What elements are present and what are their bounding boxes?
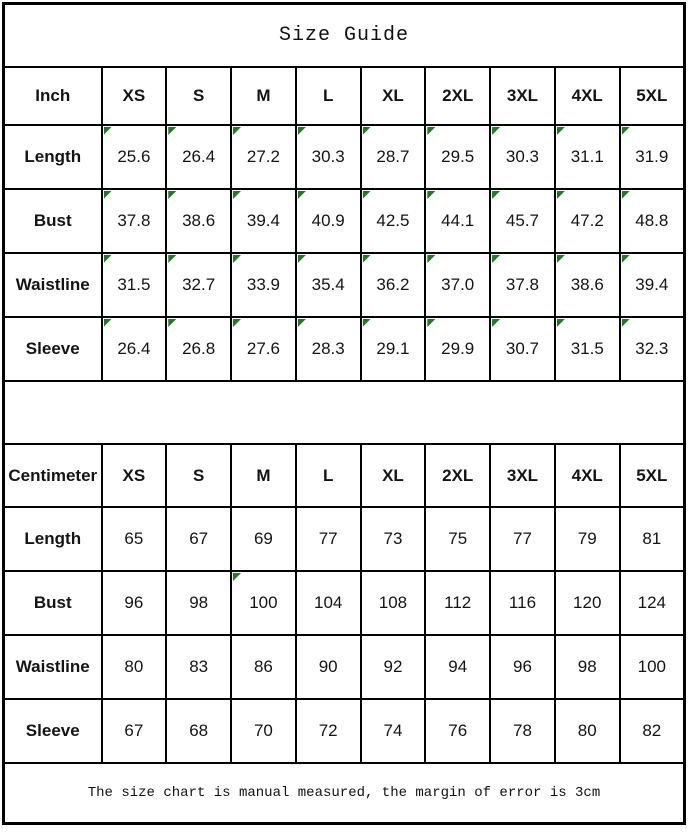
size-value-cell xyxy=(490,507,555,571)
cell-corner-flag-icon xyxy=(557,319,565,327)
size-value: 67 xyxy=(189,529,209,548)
size-value: 37.8 xyxy=(117,211,151,230)
size-value-cell xyxy=(425,699,490,763)
size-guide-table xyxy=(2,2,686,825)
cell-corner-flag-icon xyxy=(104,191,112,199)
cell-corner-flag-icon xyxy=(492,319,500,327)
size-value-cell xyxy=(490,571,555,635)
size-header-row xyxy=(4,444,685,507)
cell-corner-flag-icon xyxy=(363,319,371,327)
size-value: 39.4 xyxy=(246,211,280,230)
size-value-cell xyxy=(490,125,555,189)
size-value: 33.9 xyxy=(246,275,280,294)
size-value-cell xyxy=(102,635,167,699)
size-value: 96 xyxy=(513,657,532,676)
cell-corner-flag-icon xyxy=(104,319,112,327)
measure-label-cell: Sleeve xyxy=(4,317,102,381)
size-value: 120 xyxy=(573,593,602,612)
unit-header-cell: Centimeter xyxy=(4,444,102,507)
size-value-cell xyxy=(296,699,361,763)
size-value: 92 xyxy=(383,657,403,676)
size-value: 68 xyxy=(189,721,209,740)
measure-label-cell: Length xyxy=(4,125,102,189)
size-value-cell xyxy=(361,699,426,763)
size-value: 29.5 xyxy=(441,147,475,166)
size-value-cell xyxy=(166,189,231,253)
size-value-cell xyxy=(620,253,685,317)
table-row xyxy=(4,189,685,253)
table-row xyxy=(4,507,685,571)
size-value-cell xyxy=(425,189,490,253)
size-value: 67 xyxy=(124,721,144,740)
size-value: 72 xyxy=(318,721,338,740)
size-header-cell: M xyxy=(231,67,296,125)
size-header-cell: M xyxy=(231,444,296,507)
size-header-cell: 2XL xyxy=(425,67,490,125)
size-guide-body xyxy=(4,4,685,824)
size-value: 116 xyxy=(508,593,537,612)
size-header-cell: L xyxy=(296,444,361,507)
cell-corner-flag-icon xyxy=(427,127,435,135)
size-value: 100 xyxy=(249,593,278,612)
size-value-cell xyxy=(620,189,685,253)
size-value: 76 xyxy=(448,721,468,740)
size-value-cell xyxy=(231,125,296,189)
size-value: 30.3 xyxy=(505,147,540,166)
cell-corner-flag-icon xyxy=(622,319,630,327)
size-value-cell xyxy=(555,189,620,253)
size-value: 83 xyxy=(189,657,209,676)
cell-corner-flag-icon xyxy=(427,319,435,327)
size-value: 44.1 xyxy=(441,211,475,230)
size-value: 80 xyxy=(124,657,144,676)
size-value-cell xyxy=(555,507,620,571)
table-row xyxy=(4,699,685,763)
size-value-cell xyxy=(555,699,620,763)
cell-corner-flag-icon xyxy=(622,191,630,199)
size-value: 74 xyxy=(383,721,403,740)
size-value: 96 xyxy=(124,593,144,612)
cell-corner-flag-icon xyxy=(233,573,241,581)
unit-header-cell: Inch xyxy=(4,67,102,125)
cell-corner-flag-icon xyxy=(427,191,435,199)
table-row xyxy=(4,125,685,189)
size-value-cell xyxy=(425,317,490,381)
cell-corner-flag-icon xyxy=(492,255,500,263)
size-value: 78 xyxy=(513,721,532,740)
size-value-cell xyxy=(620,571,685,635)
size-header-cell: 5XL xyxy=(620,444,685,507)
size-value-cell xyxy=(231,317,296,381)
measure-label-cell: Sleeve xyxy=(4,699,102,763)
size-value: 39.4 xyxy=(635,275,669,294)
measure-label-cell: Bust xyxy=(4,189,102,253)
cell-corner-flag-icon xyxy=(622,127,630,135)
size-value: 73 xyxy=(383,529,403,548)
size-value-cell xyxy=(620,317,685,381)
size-value-cell xyxy=(361,189,426,253)
size-value-cell xyxy=(231,507,296,571)
size-value: 124 xyxy=(637,593,666,612)
size-value: 75 xyxy=(448,529,468,548)
size-value: 86 xyxy=(253,657,273,676)
size-value: 31.9 xyxy=(635,147,669,166)
size-value: 28.3 xyxy=(311,339,345,358)
cell-corner-flag-icon xyxy=(168,255,176,263)
size-value-cell xyxy=(361,635,426,699)
size-value: 29.9 xyxy=(441,339,475,358)
size-value-cell xyxy=(166,571,231,635)
cell-corner-flag-icon xyxy=(298,127,306,135)
cell-corner-flag-icon xyxy=(168,127,176,135)
size-value-cell xyxy=(490,317,555,381)
table-row xyxy=(4,571,685,635)
size-value-cell xyxy=(102,125,167,189)
size-value: 26.4 xyxy=(182,147,216,166)
cell-corner-flag-icon xyxy=(233,319,241,327)
size-value-cell xyxy=(555,125,620,189)
cell-corner-flag-icon xyxy=(233,255,241,263)
size-value-cell xyxy=(231,699,296,763)
size-value-cell xyxy=(361,125,426,189)
measure-label-cell: Waistline xyxy=(4,253,102,317)
size-value: 31.5 xyxy=(117,275,151,294)
measure-label-cell: Waistline xyxy=(4,635,102,699)
size-value-cell xyxy=(231,253,296,317)
size-value: 94 xyxy=(448,657,468,676)
size-header-cell: XL xyxy=(361,444,426,507)
measure-label-cell: Bust xyxy=(4,571,102,635)
size-value: 40.9 xyxy=(311,211,345,230)
size-value-cell xyxy=(102,253,167,317)
size-value: 48.8 xyxy=(635,211,669,230)
size-value-cell xyxy=(620,699,685,763)
size-value: 31.1 xyxy=(570,147,604,166)
size-value: 82 xyxy=(642,721,662,740)
size-value: 69 xyxy=(253,529,273,548)
measure-label-cell: Length xyxy=(4,507,102,571)
size-value: 26.8 xyxy=(182,339,216,358)
size-value: 38.6 xyxy=(182,211,216,230)
size-value-cell xyxy=(296,635,361,699)
size-value: 42.5 xyxy=(376,211,410,230)
footer-row xyxy=(4,763,685,824)
size-value-cell xyxy=(425,635,490,699)
size-value-cell xyxy=(555,635,620,699)
cell-corner-flag-icon xyxy=(557,191,565,199)
size-value-cell xyxy=(296,507,361,571)
size-value-cell xyxy=(620,507,685,571)
size-value-cell xyxy=(102,699,167,763)
size-value-cell xyxy=(231,635,296,699)
size-value-cell xyxy=(490,189,555,253)
cell-corner-flag-icon xyxy=(363,191,371,199)
size-value: 47.2 xyxy=(570,211,604,230)
cell-corner-flag-icon xyxy=(298,191,306,199)
size-value-cell xyxy=(296,571,361,635)
cell-corner-flag-icon xyxy=(622,255,630,263)
size-value-cell xyxy=(231,571,296,635)
cell-corner-flag-icon xyxy=(168,319,176,327)
size-value-cell xyxy=(166,507,231,571)
size-value-cell xyxy=(102,317,167,381)
size-value-cell xyxy=(361,571,426,635)
size-value-cell xyxy=(166,635,231,699)
size-value: 32.7 xyxy=(182,275,216,294)
size-value-cell xyxy=(555,317,620,381)
size-value-cell xyxy=(361,317,426,381)
size-value: 81 xyxy=(642,529,662,548)
size-value-cell xyxy=(425,507,490,571)
size-value: 27.6 xyxy=(246,339,280,358)
size-value-cell xyxy=(620,635,685,699)
cell-corner-flag-icon xyxy=(233,127,241,135)
cell-corner-flag-icon xyxy=(363,255,371,263)
footer-note: The size chart is manual measured, the margin of error is 3cm xyxy=(4,763,685,824)
cell-corner-flag-icon xyxy=(168,191,176,199)
size-value-cell xyxy=(425,253,490,317)
size-value: 100 xyxy=(637,657,666,676)
cell-corner-flag-icon xyxy=(104,127,112,135)
size-value: 77 xyxy=(318,529,338,548)
size-header-cell: 5XL xyxy=(620,67,685,125)
size-value-cell xyxy=(490,253,555,317)
size-value: 70 xyxy=(253,721,273,740)
size-value: 98 xyxy=(189,593,209,612)
size-value: 31.5 xyxy=(570,339,604,358)
size-value-cell xyxy=(555,253,620,317)
size-value-cell xyxy=(102,571,167,635)
size-header-row xyxy=(4,67,685,125)
size-value-cell xyxy=(102,189,167,253)
size-header-cell: 3XL xyxy=(490,444,555,507)
size-value-cell xyxy=(620,125,685,189)
size-header-cell: XS xyxy=(102,444,167,507)
size-value: 104 xyxy=(313,593,343,612)
cell-corner-flag-icon xyxy=(233,191,241,199)
size-value: 30.3 xyxy=(311,147,345,166)
size-header-cell: 4XL xyxy=(555,67,620,125)
size-value: 37.0 xyxy=(441,275,475,294)
cell-corner-flag-icon xyxy=(298,319,306,327)
size-value: 35.4 xyxy=(311,275,345,294)
size-header-cell: S xyxy=(166,67,231,125)
size-value: 45.7 xyxy=(505,211,540,230)
size-value: 98 xyxy=(577,657,597,676)
size-value: 29.1 xyxy=(376,339,410,358)
size-value-cell xyxy=(296,317,361,381)
size-value: 65 xyxy=(124,529,144,548)
size-value: 28.7 xyxy=(376,147,410,166)
cell-corner-flag-icon xyxy=(298,255,306,263)
size-value: 37.8 xyxy=(505,275,540,294)
size-value-cell xyxy=(166,125,231,189)
size-value-cell xyxy=(296,189,361,253)
size-value: 79 xyxy=(577,529,597,548)
cell-corner-flag-icon xyxy=(492,127,500,135)
spacer-row xyxy=(4,381,685,444)
size-value: 27.2 xyxy=(246,147,280,166)
spacer-cell xyxy=(4,381,685,444)
size-value-cell xyxy=(425,125,490,189)
size-value: 38.6 xyxy=(570,275,604,294)
size-header-cell: 4XL xyxy=(555,444,620,507)
table-row xyxy=(4,253,685,317)
title-row xyxy=(4,4,685,68)
size-value-cell xyxy=(296,125,361,189)
size-header-cell: 2XL xyxy=(425,444,490,507)
size-value-cell xyxy=(166,253,231,317)
cell-corner-flag-icon xyxy=(104,255,112,263)
size-value-cell xyxy=(166,317,231,381)
size-value-cell xyxy=(490,635,555,699)
page-title: Size Guide xyxy=(4,4,685,68)
size-value-cell xyxy=(231,189,296,253)
size-value-cell xyxy=(361,253,426,317)
size-value-cell xyxy=(296,253,361,317)
cell-corner-flag-icon xyxy=(557,127,565,135)
size-header-cell: 3XL xyxy=(490,67,555,125)
size-value-cell xyxy=(166,699,231,763)
size-value: 26.4 xyxy=(117,339,151,358)
size-value: 25.6 xyxy=(117,147,151,166)
size-value: 36.2 xyxy=(376,275,410,294)
size-header-cell: S xyxy=(166,444,231,507)
size-value: 108 xyxy=(378,593,408,612)
size-header-cell: XS xyxy=(102,67,167,125)
cell-corner-flag-icon xyxy=(427,255,435,263)
size-value-cell xyxy=(490,699,555,763)
cell-corner-flag-icon xyxy=(363,127,371,135)
size-value-cell xyxy=(425,571,490,635)
size-value: 90 xyxy=(318,657,338,676)
size-value: 77 xyxy=(513,529,532,548)
cell-corner-flag-icon xyxy=(492,191,500,199)
table-row xyxy=(4,317,685,381)
size-value: 80 xyxy=(577,721,597,740)
table-row xyxy=(4,635,685,699)
size-header-cell: XL xyxy=(361,67,426,125)
size-value: 30.7 xyxy=(505,339,540,358)
size-header-cell: L xyxy=(296,67,361,125)
cell-corner-flag-icon xyxy=(557,255,565,263)
size-value: 112 xyxy=(444,593,472,612)
size-value-cell xyxy=(102,507,167,571)
size-value-cell xyxy=(555,571,620,635)
size-value: 32.3 xyxy=(635,339,669,358)
size-value-cell xyxy=(361,507,426,571)
